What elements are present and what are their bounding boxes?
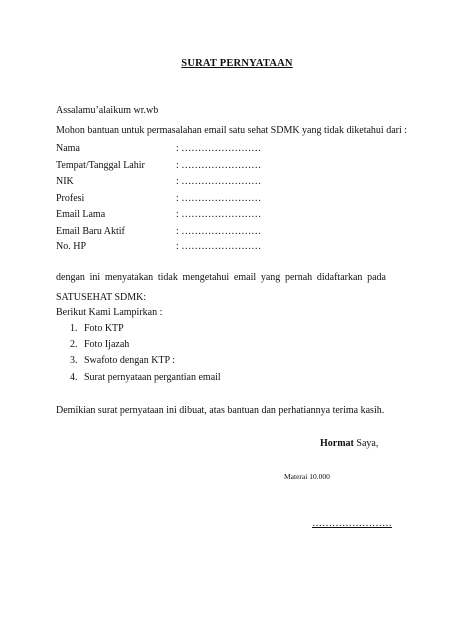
field-value-profesi: : ……………………	[176, 193, 262, 204]
field-value-email-lama: : ……………………	[176, 209, 262, 220]
materai-label: Materai 10.000	[284, 472, 330, 481]
field-label-nama: Nama	[56, 143, 80, 154]
field-label-email-baru: Email Baru Aktif	[56, 226, 125, 237]
signature-hormat: Hormat	[320, 438, 354, 449]
list-item-number: 1.	[70, 323, 78, 334]
field-value-nama: : ……………………	[176, 143, 262, 154]
signature-saya: Saya,	[356, 438, 379, 449]
list-item-number: 4.	[70, 372, 78, 383]
list-item-text: Foto KTP	[84, 323, 124, 334]
signature-greeting	[320, 438, 378, 450]
attachments-heading: Berikut Kami Lampirkan :	[56, 307, 163, 318]
greeting: Assalamu’alaikum wr.wb	[56, 105, 159, 116]
closing-text: Demikian surat pernyataan ini dibuat, atas bantuan dan perhatiannya terima kasih.	[56, 405, 385, 416]
field-label-nik: NIK	[56, 176, 74, 187]
document-title: SURAT PERNYATAAN	[181, 58, 293, 69]
field-value-no-hp: : ……………………	[176, 241, 262, 252]
field-label-no-hp: No. HP	[56, 241, 87, 252]
list-item-text: Surat pernyataan pergantian email	[84, 372, 221, 383]
list-item-number: 3.	[70, 355, 78, 366]
field-value-nik: : ……………………	[176, 176, 262, 187]
list-item-text: Swafoto dengan KTP :	[84, 355, 176, 366]
list-item-number: 2.	[70, 339, 78, 350]
field-label-email-lama: Email Lama	[56, 209, 106, 220]
field-label-profesi: Profesi	[56, 193, 85, 204]
intro-text: Mohon bantuan untuk permasalahan email satu sehat SDMK yang tidak diketahui dari :	[56, 125, 408, 136]
field-value-email-baru: : ……………………	[176, 226, 262, 237]
statement-paragraph: dengan ini menyatakan tidak mengetahui email yang pernah didaftarkan pada SATUSEHAT SDMK:	[56, 272, 386, 303]
list-item-text: Foto Ijazah	[84, 339, 130, 350]
field-label-ttl: Tempat/Tanggal Lahir	[56, 160, 145, 171]
signature-line: ……………………	[312, 518, 392, 529]
field-value-ttl: : ……………………	[176, 160, 262, 171]
